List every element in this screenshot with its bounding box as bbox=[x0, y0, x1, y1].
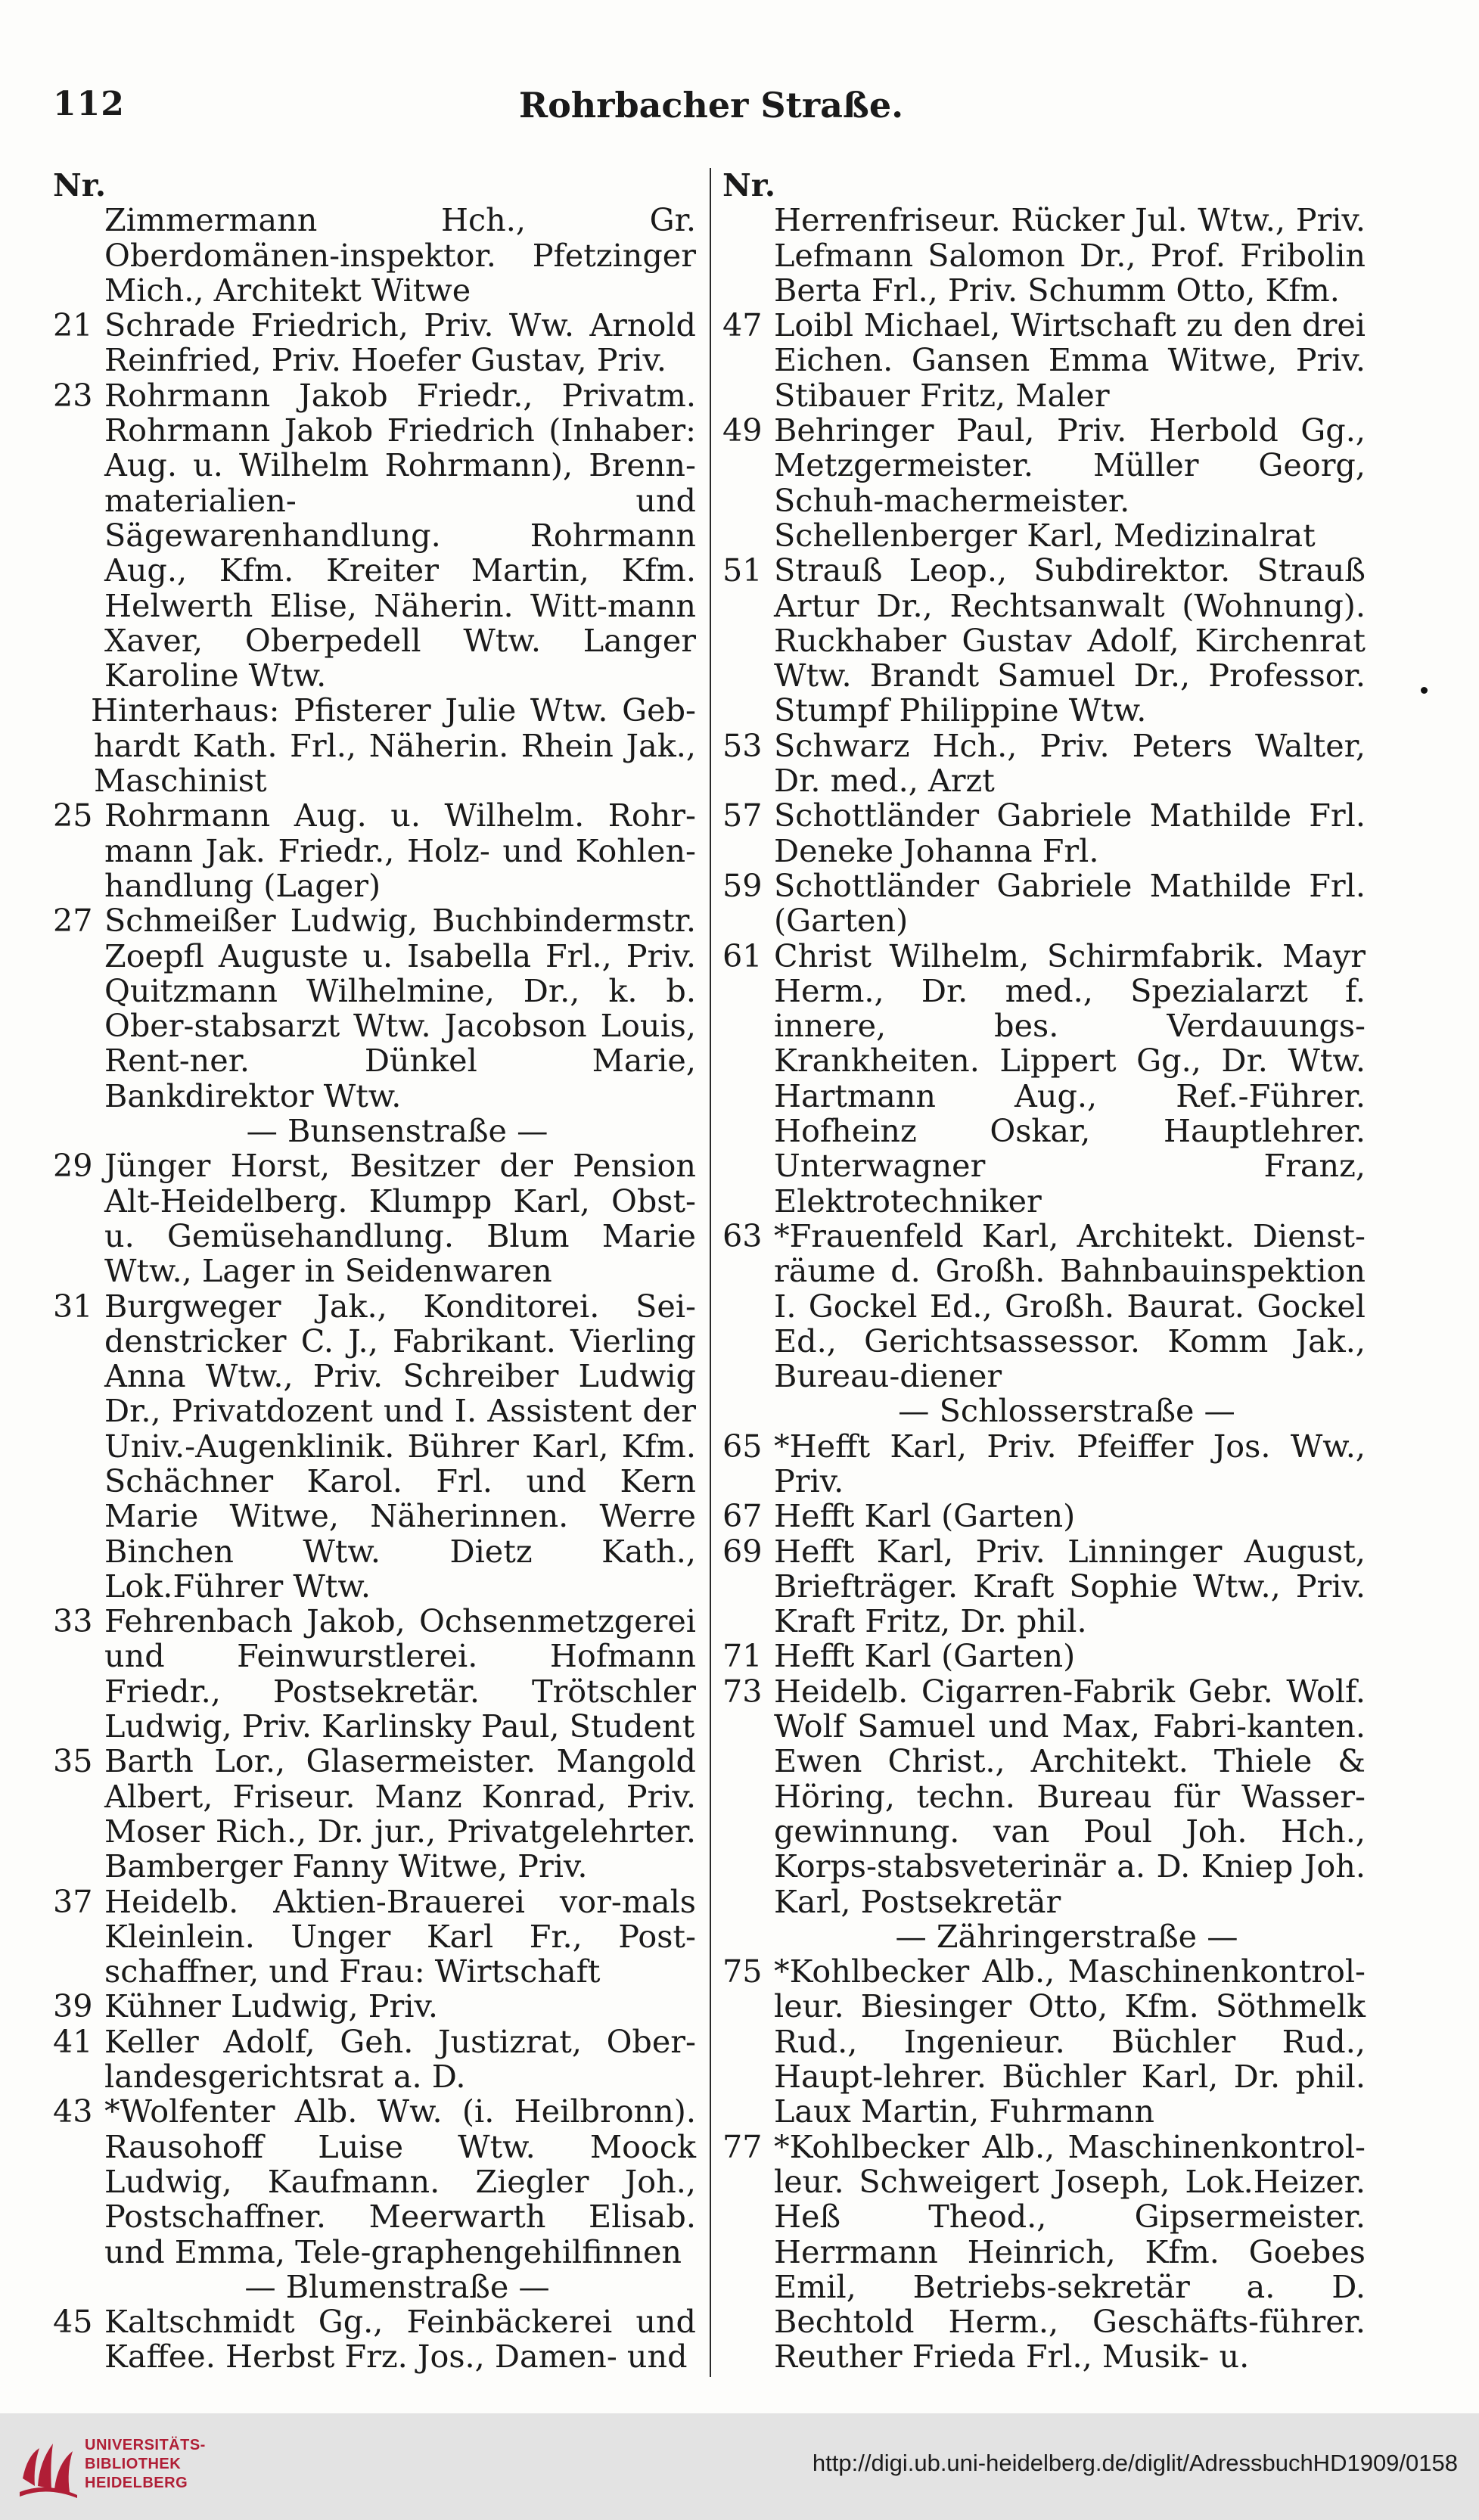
list-item bbox=[722, 1219, 1366, 1394]
house-number: 67 bbox=[722, 1498, 763, 1535]
logo-line: UNIVERSITÄTS- bbox=[85, 2437, 206, 2453]
house-number: 51 bbox=[722, 552, 763, 589]
list-item bbox=[722, 308, 1366, 413]
entry-text: Strauß Leop., Subdirektor. Strauß Artur Dr., Rechtsanwalt (Wohnung). Ruckhaber Gustav Adolf, Kirchenrat Wtw. Brandt Samuel Dr., Professor. Stumpf Philippine Wtw. bbox=[774, 552, 1366, 729]
house-number: 65 bbox=[722, 1428, 763, 1465]
list-item bbox=[53, 1885, 696, 1990]
house-number: 33 bbox=[53, 1603, 93, 1640]
house-number: 27 bbox=[53, 903, 93, 940]
street-divider: — Bunsenstraße — bbox=[246, 1113, 548, 1150]
source-url-link[interactable]: http://digi.ub.uni-heidelberg.de/diglit/AdressbuchHD1909/0158 bbox=[812, 2450, 1458, 2476]
list-item bbox=[722, 413, 1366, 553]
list-item bbox=[722, 553, 1366, 728]
house-number: 39 bbox=[53, 1988, 93, 2025]
entry-text: Kaltschmidt Gg., Feinbäckerei und Kaffee. Herbst Frz. Jos., Damen- und bbox=[104, 2304, 696, 2376]
street-divider: — Schlosserstraße — bbox=[898, 1393, 1235, 1430]
list-item bbox=[53, 1604, 696, 1744]
entry-text: *Wolfenter Alb. Ww. (i. Heilbronn). Rausohoff Luise Wtw. Moock Ludwig, Kaufmann. Ziegler Joh., Postschaffner. Meerwarth Elisab. und Emma, Tele-graphengehilfinnen bbox=[104, 2093, 696, 2270]
house-number: 29 bbox=[53, 1148, 93, 1185]
list-item bbox=[53, 203, 696, 308]
list-item bbox=[53, 1289, 696, 1605]
list-item bbox=[722, 1639, 1366, 1673]
house-number: 61 bbox=[722, 937, 763, 974]
entry-text: Herrenfriseur. Rücker Jul. Wtw., Priv. Lefmann Salomon Dr., Prof. Fribolin Berta Frl., Priv. Schumm Otto, Kfm. bbox=[774, 202, 1366, 309]
list-item bbox=[53, 903, 696, 1114]
entry-text: Schottländer Gabriele Mathilde Frl. (Garten) bbox=[774, 867, 1366, 940]
house-number: 69 bbox=[722, 1533, 763, 1570]
street-divider: — Zähringerstraße — bbox=[895, 1918, 1238, 1955]
entry-text: Rohrmann Aug. u. Wilhelm. Rohr-mann Jak. Friedr., Holz- und Kohlen-handlung (Lager) bbox=[104, 797, 696, 904]
list-item bbox=[53, 378, 696, 694]
entry-text: Burgweger Jak., Konditorei. Sei-denstricker C. J., Fabrikant. Vierling Anna Wtw., Priv. Schreiber Ludwig Dr., Privatdozent und I. Assistent der Univ.-Augenklinik. Bührer Karl, Kfm. Schächner Karol. Frl. und Kern Marie Witwe, Näherinnen. Werre Binchen Wtw. Dietz Kath., Lok.Führer Wtw. bbox=[104, 1288, 696, 1605]
entry-text: Schwarz Hch., Priv. Peters Walter, Dr. med., Arzt bbox=[774, 727, 1366, 800]
house-number: 25 bbox=[53, 797, 93, 834]
library-footer bbox=[0, 2413, 1479, 2520]
entry-text: *Frauenfeld Karl, Architekt. Dienst-räume d. Großh. Bahnbauinspektion I. Gockel Ed., Großh. Baurat. Gockel Ed., Gerichtsassessor. Komm Jak., Bureau-diener bbox=[774, 1217, 1366, 1395]
list-item bbox=[53, 2024, 696, 2095]
page-title: Rohrbacher Straße. bbox=[518, 85, 904, 126]
list-item bbox=[722, 939, 1366, 1219]
university-seal-icon bbox=[17, 2433, 79, 2500]
entry-text: Hinterhaus: Pfisterer Julie Wtw. Geb-hardt Kath. Frl., Näherin. Rhein Jak., Maschinist bbox=[91, 692, 696, 800]
list-item bbox=[53, 798, 696, 903]
entry-text: Schrade Friedrich, Priv. Ww. Arnold Reinfried, Priv. Hoefer Gustav, Priv. bbox=[104, 307, 696, 379]
house-number: 45 bbox=[53, 2304, 93, 2341]
column-heading: Nr. bbox=[53, 166, 107, 204]
house-number: 59 bbox=[722, 867, 763, 904]
entry-text: Kühner Ludwig, Priv. bbox=[104, 1988, 439, 2025]
list-item bbox=[722, 2130, 1366, 2375]
house-number: 53 bbox=[722, 727, 763, 764]
house-number: 47 bbox=[722, 307, 763, 344]
entry-text: Christ Wilhelm, Schirmfabrik. Mayr Herm., Dr. med., Spezialarzt f. innere, bes. Verdauungs-Krankheiten. Lippert Gg., Dr. Wtw. Hartmann Aug., Ref.-Führer. Hofheinz Oskar, Hauptlehrer. Unterwagner Franz, Elektrotechniker bbox=[774, 937, 1366, 1220]
right-column bbox=[722, 168, 1366, 2375]
house-number: 49 bbox=[722, 412, 763, 449]
entry-text: Barth Lor., Glasermeister. Mangold Albert, Friseur. Manz Konrad, Priv. Moser Rich., Dr. jur., Privatgelehrter. Bamberger Fanny Witwe, Priv. bbox=[104, 1743, 696, 1885]
logo-line: HEIDELBERG bbox=[85, 2475, 188, 2491]
entry-text: Heidelb. Cigarren-Fabrik Gebr. Wolf. Wolf Samuel und Max, Fabri-kanten. Ewen Christ., Architekt. Thiele & Höring, techn. Bureau für Wasser-gewinnung. van Poul Joh. Hch., Korps-stabsveterinär a. D. Kniep Joh. Karl, Postsekretär bbox=[774, 1673, 1366, 1920]
entry-text: Fehrenbach Jakob, Ochsenmetzgerei und Feinwurstlerei. Hofmann Friedr., Postsekretär. Trötschler Ludwig, Priv. Karlinsky Paul, Student bbox=[104, 1603, 696, 1745]
ink-speck bbox=[1421, 687, 1428, 694]
entry-text: Hefft Karl (Garten) bbox=[774, 1638, 1076, 1675]
list-item bbox=[722, 1534, 1366, 1639]
entry-text: Jünger Horst, Besitzer der Pension Alt-Heidelberg. Klumpp Karl, Obst- u. Gemüsehandlung. Blum Marie Wtw., Lager in Seidenwaren bbox=[104, 1148, 696, 1290]
street-divider: — Blumenstraße — bbox=[244, 2268, 550, 2305]
house-number: 75 bbox=[722, 1953, 763, 1990]
library-logo-text bbox=[85, 2436, 206, 2493]
left-column bbox=[53, 168, 696, 2375]
entry-text: Rohrmann Jakob Friedr., Privatm. Rohrmann Jakob Friedrich (Inhaber: Aug. u. Wilhelm Rohrmann), Brenn-materialien- und Sägewarenhandlung. Rohrmann Aug., Kfm. Kreiter Martin, Kfm. Helwerth Elise, Näherin. Witt-mann Xaver, Oberpedell Wtw. Langer Karoline Wtw. bbox=[104, 377, 696, 694]
entry-text: Heidelb. Aktien-Brauerei vor-mals Kleinlein. Unger Karl Fr., Post-schaffner, und Frau: Wirtschaft bbox=[104, 1883, 696, 1990]
list-item bbox=[53, 693, 696, 798]
list-item bbox=[722, 1499, 1366, 1533]
house-number: 21 bbox=[53, 307, 93, 344]
entry-text: Schmeißer Ludwig, Buchbindermstr. Zoepfl Auguste u. Isabella Frl., Priv. Quitzmann Wilhelmine, Dr., k. b. Ober-stabsarzt Wtw. Jacobson Louis, Rent-ner. Dünkel Marie, Bankdirektor Wtw. bbox=[104, 903, 696, 1114]
house-number: 43 bbox=[53, 2093, 93, 2130]
entry-text: Keller Adolf, Geh. Justizrat, Ober-landesgerichtsrat a. D. bbox=[104, 2023, 696, 2096]
house-number: 73 bbox=[722, 1673, 763, 1710]
page-header bbox=[53, 85, 1369, 130]
entry-text: *Hefft Karl, Priv. Pfeiffer Jos. Ww., Priv. bbox=[774, 1428, 1366, 1499]
house-number: 37 bbox=[53, 1883, 93, 1920]
house-number: 63 bbox=[722, 1217, 763, 1254]
list-item bbox=[722, 868, 1366, 939]
list-item bbox=[53, 2094, 696, 2269]
entry-text: *Kohlbecker Alb., Maschinenkontrol-leur. Schweigert Joseph, Lok.Heizer. Heß Theod., Gipsermeister. Herrmann Heinrich, Kfm. Goebes Emil, Betriebs-sekretär a. D. Bechtold Herm., Geschäfts-führer. Reuther Frieda Frl., Musik- u. bbox=[774, 2128, 1366, 2376]
entry-text: Loibl Michael, Wirtschaft zu den drei Eichen. Gansen Emma Witwe, Priv. Stibauer Fritz, Maler bbox=[774, 307, 1366, 414]
list-item bbox=[722, 1429, 1366, 1499]
logo-line: BIBLIOTHEK bbox=[85, 2456, 182, 2472]
list-item bbox=[53, 1744, 696, 1884]
list-item bbox=[722, 798, 1366, 868]
entry-text: Hefft Karl (Garten) bbox=[774, 1498, 1076, 1535]
list-item bbox=[722, 1674, 1366, 1919]
house-number: 31 bbox=[53, 1288, 93, 1325]
list-item bbox=[53, 1989, 696, 2024]
list-item bbox=[722, 729, 1366, 799]
entry-text: Zimmermann Hch., Gr. Oberdomänen-inspektor. Pfetzinger Mich., Architekt Witwe bbox=[104, 202, 696, 309]
column-heading: Nr. bbox=[722, 166, 776, 204]
entry-text: Behringer Paul, Priv. Herbold Gg., Metzgermeister. Müller Georg, Schuh-machermeister. Schellenberger Karl, Medizinalrat bbox=[774, 412, 1366, 554]
house-number: 41 bbox=[53, 2023, 93, 2060]
list-item bbox=[53, 1148, 696, 1288]
house-number: 57 bbox=[722, 797, 763, 834]
list-item bbox=[722, 1954, 1366, 2129]
house-number: 71 bbox=[722, 1638, 763, 1675]
list-item bbox=[53, 2304, 696, 2375]
column-divider bbox=[710, 168, 711, 2377]
list-item bbox=[53, 308, 696, 378]
house-number: 77 bbox=[722, 2128, 763, 2165]
list-item bbox=[722, 203, 1366, 308]
page-number: 112 bbox=[53, 85, 125, 123]
entry-text: *Kohlbecker Alb., Maschinenkontrol-leur. Biesinger Otto, Kfm. Söthmelk Rud., Ingenieur. Büchler Rud., Haupt-lehrer. Büchler Karl, Dr. phil. Laux Martin, Fuhrmann bbox=[774, 1953, 1366, 2130]
house-number: 35 bbox=[53, 1743, 93, 1780]
house-number: 23 bbox=[53, 377, 93, 414]
entry-text: Hefft Karl, Priv. Linninger August, Briefträger. Kraft Sophie Wtw., Priv. Kraft Fritz, Dr. phil. bbox=[774, 1533, 1366, 1640]
entry-text: Schottländer Gabriele Mathilde Frl. Deneke Johanna Frl. bbox=[774, 797, 1366, 869]
